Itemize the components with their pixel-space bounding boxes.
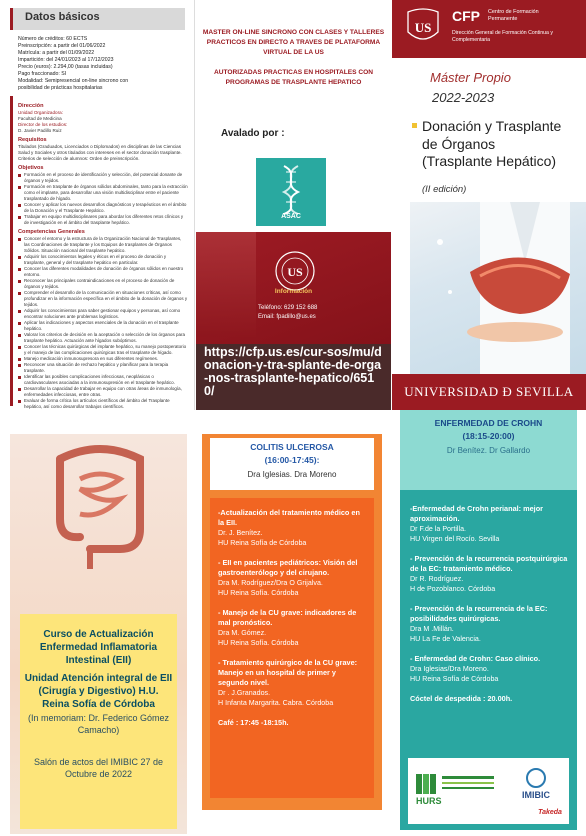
course-place-date: Salón de actos del IMIBIC 27 de Octubre de 2022 xyxy=(33,757,164,779)
program-item xyxy=(218,658,366,708)
objetivo-item: Formación en el proceso de identificación y selección, del potencial donante de órganos y tejidos. xyxy=(18,172,188,184)
crohn-time: (18:15-20:00) xyxy=(462,431,515,441)
requisitos-title: Requisitos xyxy=(18,137,47,143)
matricula-line: Matrícula: a partir del 01/09/2022 xyxy=(18,50,95,56)
program-item xyxy=(410,504,570,544)
sponsor-logos xyxy=(408,758,569,824)
competencia-item: Conocer las técnicas quirúrgicas del implante hepático, su manejo postoperatorio y el manejo de las complicaciones quirúrgicas tras el trasplante de hígado. xyxy=(18,344,188,356)
unidad-label: Unidad Organizadora: xyxy=(18,110,63,115)
unidad-value: Facultad de Medicina xyxy=(18,116,62,121)
title-line: (Trasplante Hepático) xyxy=(422,153,557,169)
cafe-break: Café : 17:45 -18:15h. xyxy=(218,718,289,727)
doctor-liver-image xyxy=(410,202,586,374)
datos-basicos-header xyxy=(10,8,185,30)
imibic-logo-text: IMIBIC xyxy=(522,790,550,800)
avalado-label: Avalado por : xyxy=(221,128,285,139)
talk-speaker: Dr F.de la Portilla. xyxy=(410,525,466,533)
talk-place: H Infanta Margarita. Cabra. Córdoba xyxy=(218,699,334,707)
talk-title: - Tratamiento quirúrgico de la CU grave: Manejo en un hospital de primer y segundo nivel. xyxy=(218,658,358,687)
talk-title: - EII en pacientes pediátricos: Visión del gastroenterólogo y del cirujano. xyxy=(218,558,358,577)
talk-title: -Actualización del tratamiento médico en la EII. xyxy=(218,508,360,527)
contact-details xyxy=(258,304,388,322)
direccion-title: Dirección xyxy=(18,103,44,109)
master-label: Máster Propio xyxy=(430,70,511,85)
datos-basicos-panel xyxy=(0,0,195,410)
takeda-logo-text: Takeda xyxy=(538,809,562,816)
talk-title: - Manejo de la CU grave: indicadores de mal pronóstico. xyxy=(218,608,357,627)
director-label: Director de los estudios: xyxy=(18,122,68,127)
colitis-title: COLITIS ULCEROSA xyxy=(250,442,334,452)
competencia-item: Reconocer una situación de rechazo hepático y planificar para la terapia trasplante. xyxy=(18,362,188,374)
creditos-line: Número de créditos: 60 ECTS xyxy=(18,36,88,42)
talk-speaker: Dra M. Rodríguez/Dra O Grijalva. xyxy=(218,579,323,587)
course-memoriam: (In memoriam: Dr. Federico Gómez Camacho) xyxy=(27,713,170,735)
url-box xyxy=(196,344,391,410)
competencia-item: Desarrollar la capacidad de trabajar en equipo con otras áreas de inmunología, enfermedades infecciosas, entre otras. xyxy=(18,386,188,398)
university-footer xyxy=(392,374,586,410)
modalidad-line-2: posibilidad de prácticas hospitalarias xyxy=(18,85,103,91)
talk-place: H de Pozoblanco. Córdoba xyxy=(410,585,496,593)
talk-speaker: Dr. J. Benítez. xyxy=(218,529,263,537)
talk-place: HU Virgen del Rocío. Sevilla xyxy=(410,535,500,543)
talk-place: HU Reina Sofía. Córdoba xyxy=(218,589,299,597)
edition-label: (II edición) xyxy=(422,184,467,195)
svg-text:US: US xyxy=(287,265,303,279)
cover-panel xyxy=(392,0,586,410)
master-online-text: MASTER ON-LINE SINCRONO CON CLASES Y TALLERES PRACTICOS EN DIRECTO A TRAVES DE PLATAFORMA VIRTUAL DE LA US xyxy=(202,29,385,56)
program-item xyxy=(410,554,570,594)
contact-panel xyxy=(196,232,391,410)
program-item xyxy=(410,604,570,644)
talk-speaker: Dr R. Rodríguez. xyxy=(410,575,464,583)
talk-speaker: Dra M. Gómez. xyxy=(218,629,267,637)
cfp-direccion: Dirección General de Formación Continua y Complementaria xyxy=(452,30,553,43)
cocktail-farewell: Cóctel de despedida : 20.00h. xyxy=(410,694,513,703)
course-panel xyxy=(0,410,196,836)
objetivos-title: Objetivos xyxy=(18,165,44,171)
program-item xyxy=(410,654,570,684)
colitis-chairs: Dra Iglesias. Dra Moreno xyxy=(247,470,337,479)
email-link[interactable]: Email: fpadillo@us.es xyxy=(258,314,316,320)
informacion-title: Información xyxy=(274,288,313,295)
datos-basicos-content xyxy=(18,36,188,422)
title-line: Donación y Trasplante xyxy=(422,118,562,134)
title-line: de Órganos xyxy=(422,135,496,152)
competencia-item: Evaluar de forma crítica los artículos científicos del ámbito del Trasplante hepático, así como desarrollar trabajos científicos. xyxy=(18,398,188,410)
telefono-text: Teléfono: 629 152 688 xyxy=(258,305,318,311)
course-title: Curso de Actualización Enfermedad Inflamatoria Intestinal (EII) xyxy=(39,629,158,666)
intestine-icon xyxy=(40,439,160,579)
crohn-chairs: Dr Benítez. Dr Gallardo xyxy=(446,446,531,455)
competencia-item: Valorar los criterios de decisión en la aceptación o selección de los órganos para trasplante hepático. Actuación ante hígados subóptimos. xyxy=(18,332,188,344)
year-label: 2022-2023 xyxy=(432,90,495,105)
us-crest-icon xyxy=(274,250,316,292)
talk-title: - Enfermedad de Crohn: Caso clínico. xyxy=(410,654,541,663)
pago-line: Pago fraccionado: SI xyxy=(18,71,67,77)
competencia-item: Manejo medicación inmunosupresora en sus diferentes regímenes. xyxy=(18,356,188,362)
statue-image xyxy=(196,232,256,337)
hurs-logo-text: HURS xyxy=(416,796,442,806)
cfp-header xyxy=(392,0,586,58)
svg-text:US: US xyxy=(414,20,432,35)
objetivo-item: Conocer y aplicar los nuevos desarrollos diagnósticos y terapéuticos en el ámbito de la Donación y el Trasplante Hepático. xyxy=(18,202,188,214)
course-background xyxy=(10,434,187,834)
master-description xyxy=(200,28,387,88)
competencia-item: Comprender el desarrollo de la comunicación en situaciones críticas, así como profundizar en la información específica en el ámbito de la donación de órganos y tejidos. xyxy=(18,290,188,308)
criterios-text: Criterios de selección de alumnos: Orden de preinscripción. xyxy=(18,156,140,161)
colitis-panel xyxy=(202,410,382,836)
talk-title: -Enfermedad de Crohn perianal: mejor aproximación. xyxy=(410,504,543,523)
competencia-item: Identificar las posibles complicaciones infecciosas, neoplásicas o cardiovasculares asociadas a la inmunosupresión en el trasplante hepático. xyxy=(18,374,188,386)
title-marker xyxy=(412,123,417,128)
requisitos-text: Titulados (Graduados, Licenciados o Diplomados) en disciplinas de las Ciencias Salud y Sociales y otros titulados con intereses en el sector donación trasplante. xyxy=(18,144,182,155)
crohn-panel xyxy=(392,410,586,836)
program-item xyxy=(218,508,366,548)
talk-place: HU Reina Sofía de Córdoba xyxy=(410,675,499,683)
liver-illustration xyxy=(410,202,586,374)
competencia-item: Adquirir los conocimientos para saber gestionar equipos y personas, así como encontrar soluciones ante problemas logísticos. xyxy=(18,308,188,320)
competencias-title: Competencias Generales xyxy=(18,229,85,235)
talk-speaker: Dra M .Millán. xyxy=(410,625,454,633)
asac-logo xyxy=(256,158,326,226)
cfp-subtitle: Centro de Formación Permanente xyxy=(488,9,539,22)
crohn-background xyxy=(400,410,577,830)
accent-bar xyxy=(10,96,13,406)
practicas-text: AUTORIZADAS PRACTICAS EN HOSPITALES CON PROGRAMAS DE TRASPLANTE HEPATICO xyxy=(213,69,374,86)
talk-place: HU Reina Sofía. Córdoba xyxy=(218,639,299,647)
objetivo-item: Trabajar en equipo multidisciplinares para abordar los diferentes retos clínicos y de investigación en el ámbito del trasplante hepático. xyxy=(18,214,188,226)
talk-speaker: Dra Iglesias/Dra Moreno. xyxy=(410,665,489,673)
competencia-item: Conocer las diferentes modalidades de donación de órganos sólidos en nuestro entorno. xyxy=(18,266,188,278)
talk-title: - Prevención de la recurrencia de la EC: posibilidades quirúrgicas. xyxy=(410,604,548,623)
crohn-program xyxy=(408,504,572,703)
colitis-time: (16:00-17:45): xyxy=(264,455,320,465)
precio-line: Precio (euros): 2.294,00 (tasas incluidas) xyxy=(18,64,113,70)
imparticion-line: Impartición: del 24/01/2023 al 17/12/2023 xyxy=(18,57,114,63)
preinscripcion-line: Preinscripción: a partir del 01/06/2022 xyxy=(18,43,106,49)
crohn-title: ENFERMEDAD DE CROHN xyxy=(434,418,543,428)
asac-label: ASAC xyxy=(281,213,301,220)
us-crest-icon xyxy=(404,6,442,48)
modalidad-line: Modalidad: Semipresencial on-line sincrono con xyxy=(18,78,129,84)
objetivo-item: Formación en trasplante de órganos sólidos abdominales, tanto para la extracción como el implante, para desarrollar una visión multidisciplinar entre el paciente trasplantado de hígado. xyxy=(18,184,188,202)
datos-basicos-title: Datos básicos xyxy=(25,11,100,23)
crohn-header xyxy=(400,410,577,490)
course-unit: Unidad Atención integral de EII (Cirugía y Digestivo) H.U. Reina Sofía de Córdoba xyxy=(24,673,173,710)
imibic-logo xyxy=(508,764,564,818)
university-name: UNIVERSIDAD Ð SEVILLA xyxy=(404,384,574,399)
colitis-header xyxy=(210,438,374,490)
competencia-item: Conocer el entorno y la estructura de la Organización Nacional de Trasplantes, las Coordinaciones de trasplante y los Equipos de trasplantes de Órganos Sólidos. Situación nacional del trasplante hepático. xyxy=(18,236,188,254)
talk-place: HU La Fe de Valencia. xyxy=(410,635,481,643)
talk-speaker: Dr . J.Granados. xyxy=(218,689,271,697)
colitis-background xyxy=(202,434,382,810)
competencia-item: Reconocer las principales contraindicaciones en el proceso de donación de órganos y tejidos. xyxy=(18,278,188,290)
hurs-logo xyxy=(414,768,496,808)
talk-place: HU Reina Sofía de Córdoba xyxy=(218,539,307,547)
info-panel xyxy=(196,0,391,410)
course-info-box xyxy=(20,614,177,829)
competencia-item: Aplicar las indicaciones y aspectos esenciales de la donación en el trasplante hepático. xyxy=(18,320,188,332)
competencia-item: Adquirir los conocimientos legales y éticos en el proceso de donación y trasplante, general y del trasplante hepático en particular. xyxy=(18,254,188,266)
course-url-link[interactable]: https://cfp.us.es/cur-sos/mu/donacion-y-tra-splante-de-orga-nos-trasplante-hepatico/6510/ xyxy=(204,345,382,398)
program-item xyxy=(218,608,366,648)
director-value: D. Javier Padillo Ruiz xyxy=(18,128,62,133)
cfp-logo-text: CFP xyxy=(452,8,480,24)
master-title xyxy=(422,118,582,171)
talk-title: - Prevención de la recurrencia postquirúrgica de la EC: tratamiento médico. xyxy=(410,554,568,573)
program-item xyxy=(218,558,366,598)
colitis-program xyxy=(210,498,374,798)
